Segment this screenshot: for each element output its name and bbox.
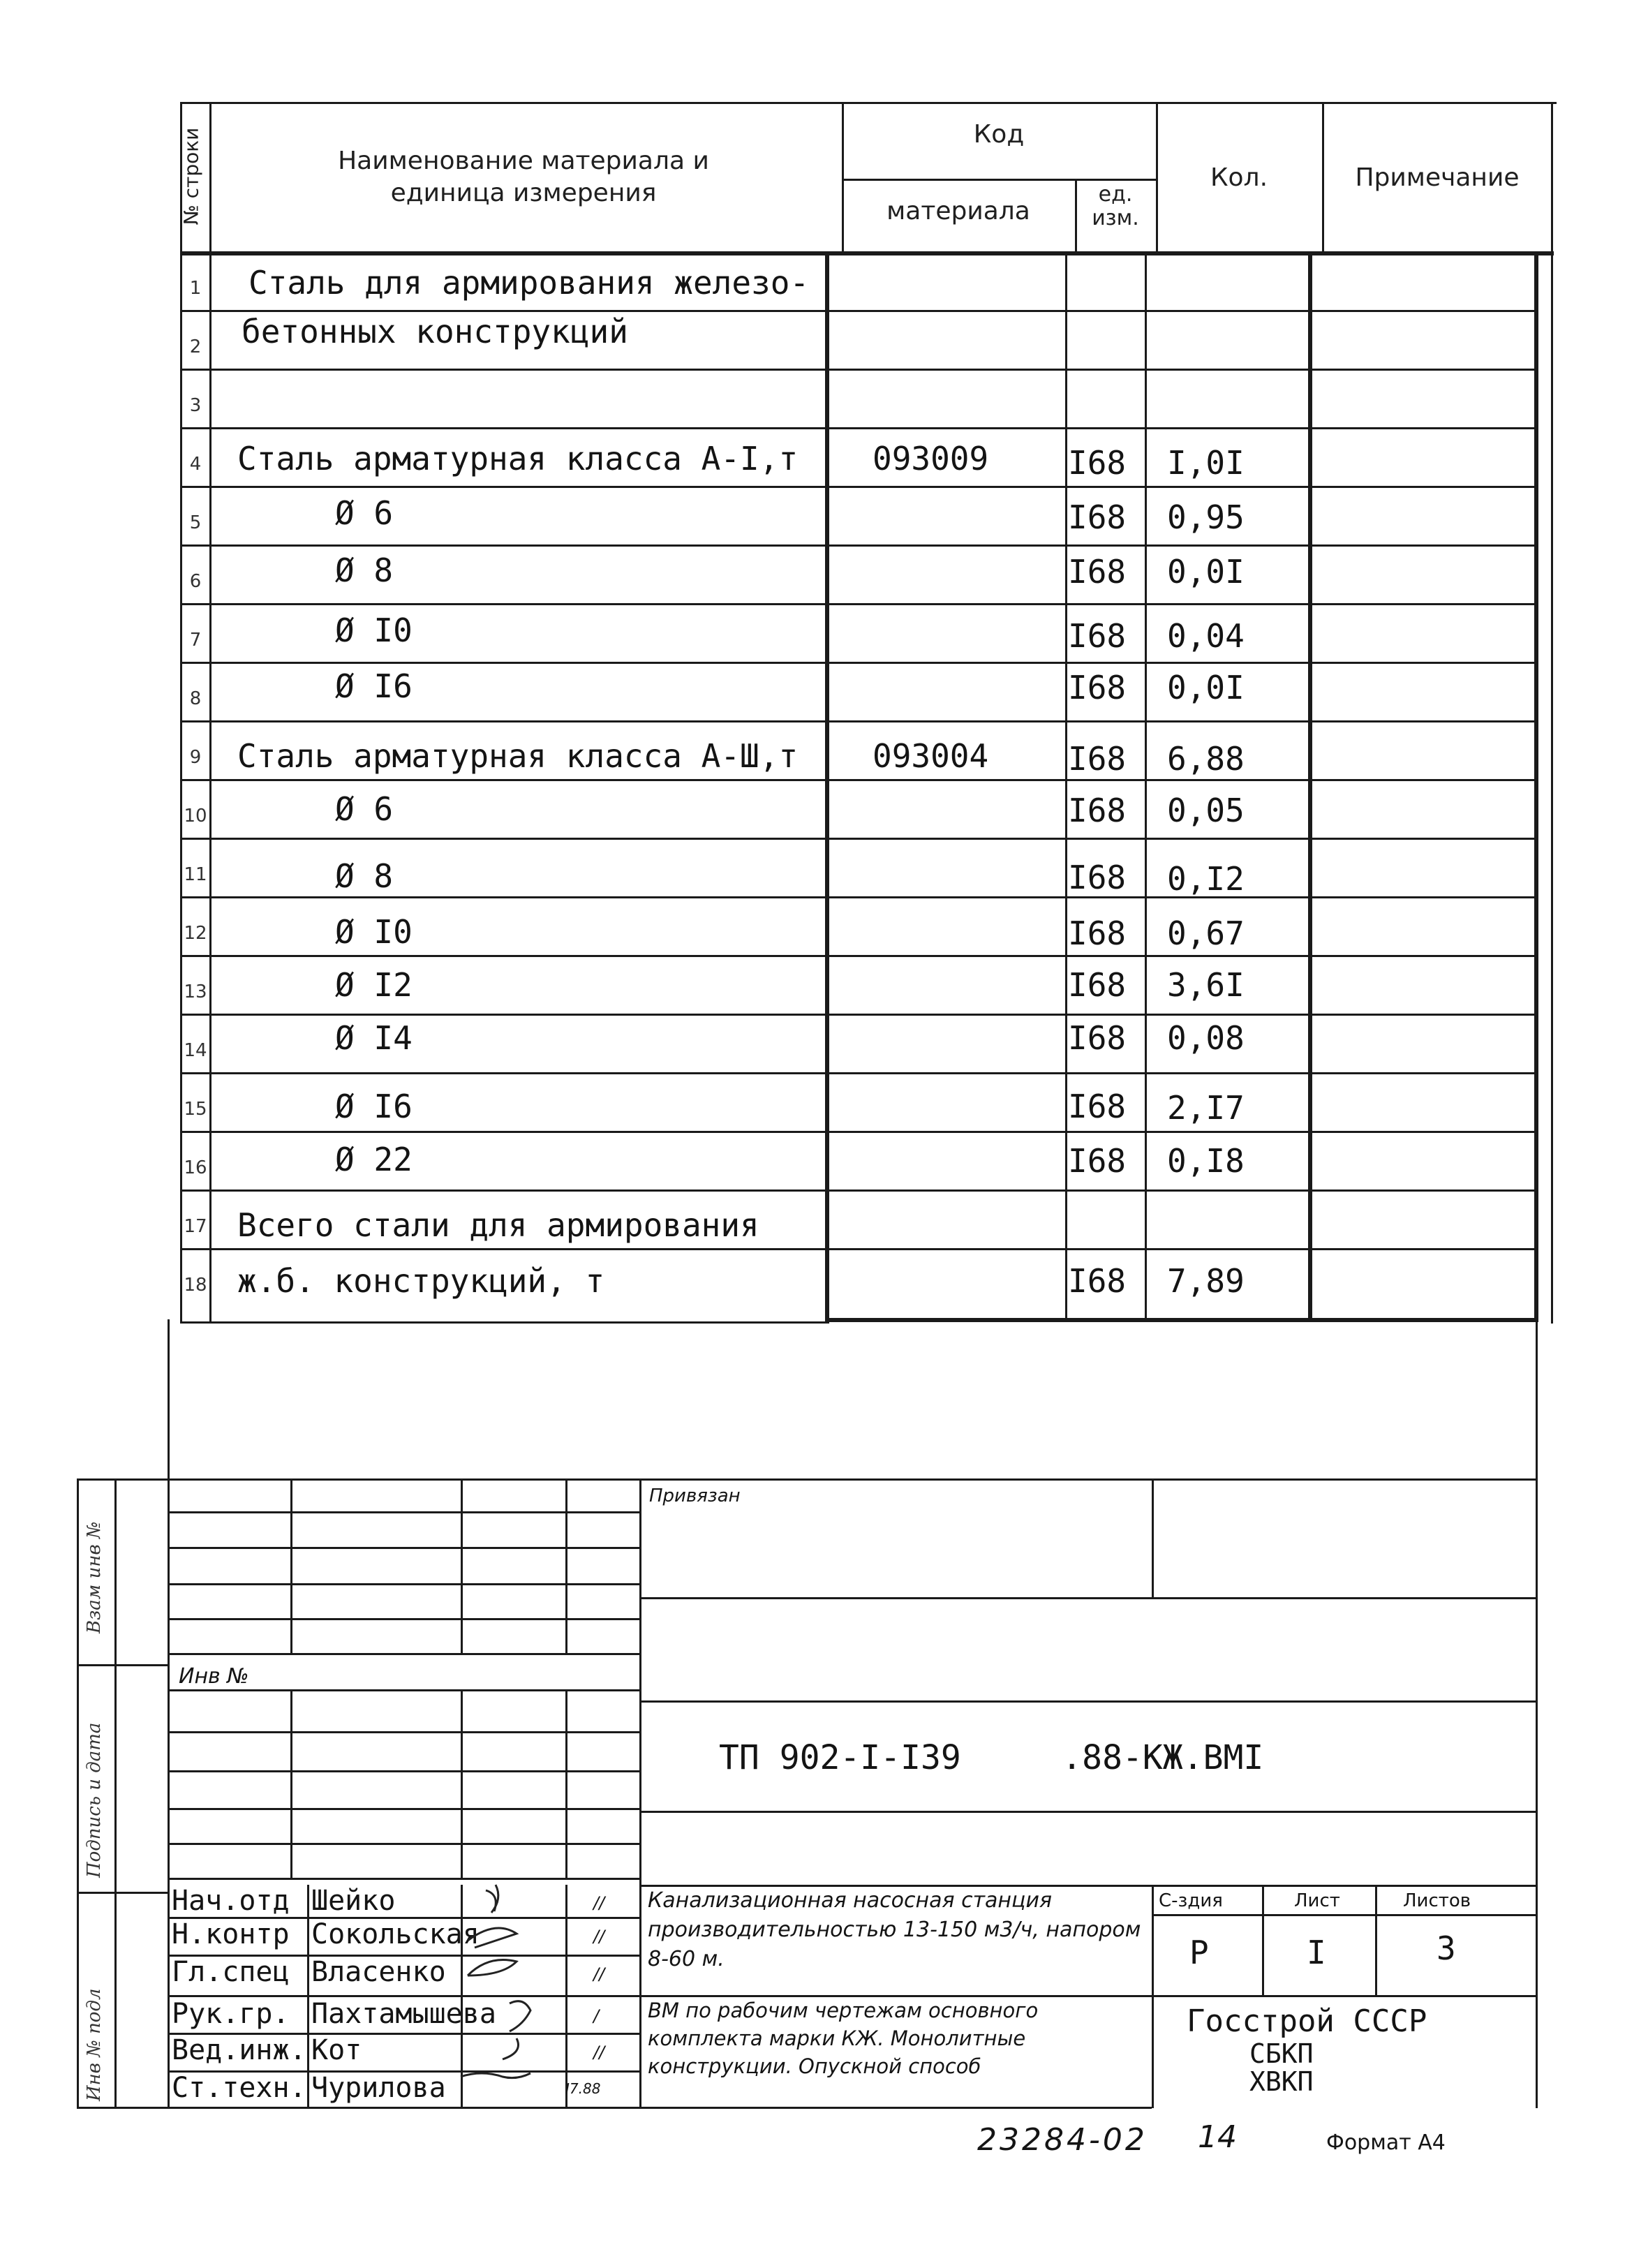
stage-value: Р: [1189, 1934, 1209, 1971]
material-unit: I68: [1068, 740, 1127, 778]
row-number: 3: [189, 395, 202, 416]
row-number: 8: [189, 688, 202, 709]
header-code-material: материала: [886, 197, 1030, 225]
staff-name: Сокольская: [311, 1918, 480, 1950]
sheets-value: 3: [1437, 1929, 1456, 1967]
material-name: Ø 8: [335, 857, 394, 895]
material-name: Ø I4: [335, 1019, 413, 1057]
material-name: Ø 22: [335, 1141, 413, 1178]
material-qty: 0,95: [1167, 498, 1245, 536]
row-number: 10: [184, 806, 207, 827]
row-number: 2: [189, 336, 202, 357]
material-name: Всего стали для армирования: [237, 1206, 759, 1244]
material-unit: I68: [1068, 553, 1127, 591]
material-unit: I68: [1068, 498, 1127, 536]
staff-date: //: [593, 1893, 605, 1913]
material-name: Ø I0: [335, 612, 413, 649]
staff-role: Ст.техн.: [172, 2072, 306, 2104]
header-qty: Кол.: [1210, 163, 1268, 192]
organization-sub2: ХВКП: [1249, 2066, 1314, 2097]
material-qty: 3,6I: [1167, 966, 1245, 1004]
material-qty: 0,67: [1167, 914, 1245, 952]
material-name: Ø I2: [335, 966, 413, 1004]
row-number: 15: [184, 1099, 207, 1120]
row-number: 9: [189, 747, 202, 768]
material-name: Ø I6: [335, 1088, 413, 1125]
material-qty: 0,08: [1167, 1019, 1245, 1057]
material-qty: 0,I2: [1167, 860, 1245, 898]
header-name: Наименование материала и единица измерения: [338, 147, 709, 207]
row-number: 18: [184, 1275, 207, 1296]
material-qty: 0,I8: [1167, 1142, 1245, 1180]
sheets-label: Листов: [1403, 1890, 1471, 1911]
material-unit: I68: [1068, 1262, 1127, 1300]
staff-name: Власенко: [311, 1956, 446, 1988]
stage-label: С-здия: [1159, 1890, 1223, 1911]
material-unit: I68: [1068, 444, 1127, 482]
material-name: бетонных конструкций: [242, 313, 628, 350]
material-unit: I68: [1068, 669, 1127, 706]
header-code: Код: [973, 120, 1025, 149]
material-unit: I68: [1068, 914, 1127, 952]
material-code: 093004: [873, 737, 989, 775]
sheet-value: I: [1307, 1934, 1326, 1971]
privyazan-label: Привязан: [649, 1485, 741, 1506]
row-number: 12: [184, 923, 207, 944]
document-code: ТП 902-I-I39 .88-КЖ.ВМI: [719, 1738, 1264, 1777]
side-label-vzam: Взам инв №: [84, 1521, 105, 1633]
material-unit: I68: [1068, 792, 1127, 829]
material-qty: 2,I7: [1167, 1089, 1245, 1127]
staff-date: //: [593, 1927, 605, 1946]
material-code: 093009: [873, 440, 989, 477]
side-label-inv-podl: Инв № подл: [84, 1988, 105, 2101]
header-row-no: [158, 105, 228, 244]
staff-date: I7.88: [565, 2080, 601, 2097]
staff-role: Вед.инж.: [172, 2034, 306, 2066]
row-number: 13: [184, 981, 207, 1002]
material-qty: I,0I: [1167, 444, 1245, 482]
header-code-unit: ед. изм.: [1092, 182, 1139, 230]
material-name: Сталь арматурная класса А-Ш,т: [237, 737, 799, 775]
material-name: Сталь арматурная класса А-I,т: [237, 440, 799, 477]
material-name: Сталь для армирования железо-: [248, 264, 810, 302]
staff-name: Кот: [311, 2034, 362, 2066]
row-number: 17: [184, 1216, 207, 1237]
material-name: Ø 6: [335, 494, 394, 532]
staff-date: /: [593, 2006, 600, 2026]
document-title: ВМ по рабочим чертежам основного комплекта марки КЖ. Монолитные конструкции. Опускной способ: [648, 1999, 1039, 2078]
staff-name: Шейко: [311, 1885, 396, 1917]
material-unit: I68: [1068, 617, 1127, 655]
row-number: 16: [184, 1157, 207, 1178]
material-qty: 0,0I: [1167, 669, 1245, 706]
row-number: 11: [184, 864, 207, 885]
header-row-no-label: № строки: [179, 127, 203, 225]
row-number: 14: [184, 1040, 207, 1061]
material-name: Ø I6: [335, 667, 413, 705]
row-number: 5: [189, 512, 202, 533]
staff-date: //: [593, 2043, 605, 2062]
project-title: Канализационная насосная станция производительностью 13-150 м3/ч, напором 8-60 м.: [648, 1888, 1141, 1971]
material-name: Ø I0: [335, 913, 413, 951]
footer-format: Формат А4: [1326, 2130, 1446, 2155]
material-unit: I68: [1068, 966, 1127, 1004]
footer-page: 14: [1198, 2119, 1237, 2155]
staff-role: Гл.спец: [172, 1956, 290, 1988]
signature-scribbles: [419, 1878, 572, 2108]
inv-no-label: Инв №: [179, 1664, 249, 1689]
organization-sub1: СБКП: [1249, 2038, 1314, 2069]
header-note: Примечание: [1355, 163, 1520, 192]
material-qty: 0,05: [1167, 792, 1245, 829]
material-unit: I68: [1068, 1019, 1127, 1057]
staff-role: Нач.отд: [172, 1885, 290, 1917]
row-number: 6: [189, 571, 202, 592]
staff-role: Н.контр: [172, 1918, 290, 1950]
material-qty: 0,0I: [1167, 553, 1245, 591]
staff-name: Пахтамышева: [311, 1998, 496, 2030]
footer-number: 23284-02: [977, 2122, 1148, 2158]
material-unit: I68: [1068, 1142, 1127, 1180]
side-label-podpis: Подпись и дата: [84, 1722, 105, 1878]
material-name: ж.б. конструкций, т: [237, 1262, 605, 1300]
material-qty: 6,88: [1167, 740, 1245, 778]
row-number: 4: [189, 454, 202, 475]
material-name: Ø 6: [335, 790, 394, 828]
staff-date: //: [593, 1964, 605, 1984]
organization-name: Госстрой СССР: [1187, 2003, 1427, 2039]
material-name: Ø 8: [335, 551, 394, 589]
material-qty: 7,89: [1167, 1262, 1245, 1300]
staff-name: Чурилова: [311, 2072, 446, 2104]
material-unit: I68: [1068, 859, 1127, 896]
material-unit: I68: [1068, 1088, 1127, 1125]
row-number: 7: [189, 630, 202, 651]
staff-role: Рук.гр.: [172, 1998, 290, 2030]
row-number: 1: [189, 278, 202, 299]
material-qty: 0,04: [1167, 617, 1245, 655]
sheet-label: Лист: [1294, 1890, 1340, 1911]
